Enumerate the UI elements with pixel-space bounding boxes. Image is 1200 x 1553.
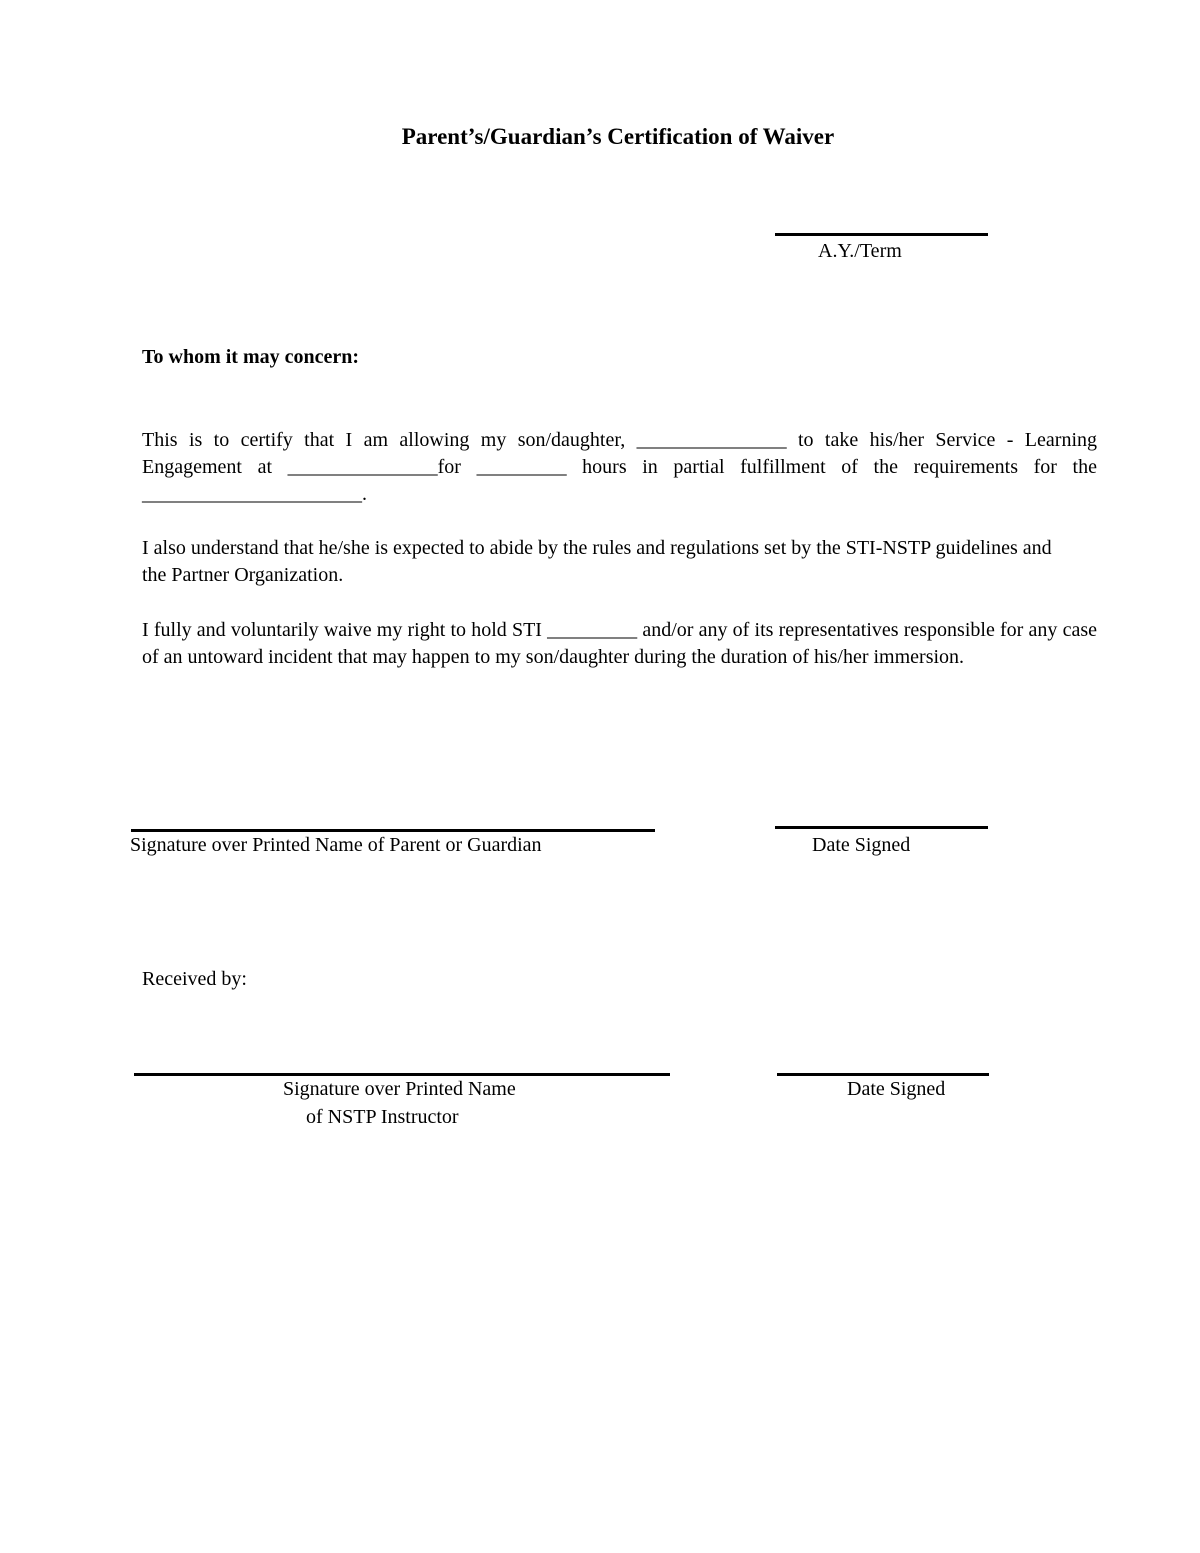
parent-signature-line (131, 829, 655, 832)
paragraph-understand: I also understand that he/she is expected to abide by the rules and regulations set by the STI-NSTP guidelines and the Partner Organization. (142, 537, 1052, 586)
parent-date-line (775, 826, 988, 829)
term-label: A.Y./Term (818, 240, 902, 262)
received-by-label: Received by: (142, 968, 247, 990)
term-line (775, 233, 988, 236)
parent-signature-label: Signature over Printed Name of Parent or Guardian (130, 834, 542, 856)
document-title: Parent’s/Guardian’s Certification of Waiver (401, 124, 835, 149)
paragraph-certify: This is to certify that I am allowing my son/daughter, _______________ to take his/her Service - Learning Engagement at _______________for _________ hours in partial fulfillment of the requirements for the ______________________. (142, 429, 1097, 505)
instructor-date-line (777, 1073, 989, 1076)
instructor-date-label: Date Signed (847, 1078, 946, 1100)
instructor-signature-label-line2: of NSTP Instructor (306, 1106, 459, 1128)
salutation: To whom it may concern: (142, 346, 360, 368)
paragraph-waive: I fully and voluntarily waive my right to hold STI _________ and/or any of its representatives responsible for any case of an untoward incident that may happen to my son/daughter during the duration of his/her immersion. (142, 619, 1097, 668)
instructor-signature-line (134, 1073, 670, 1076)
parent-date-label: Date Signed (812, 834, 911, 856)
instructor-signature-label-line1: Signature over Printed Name (283, 1078, 516, 1100)
